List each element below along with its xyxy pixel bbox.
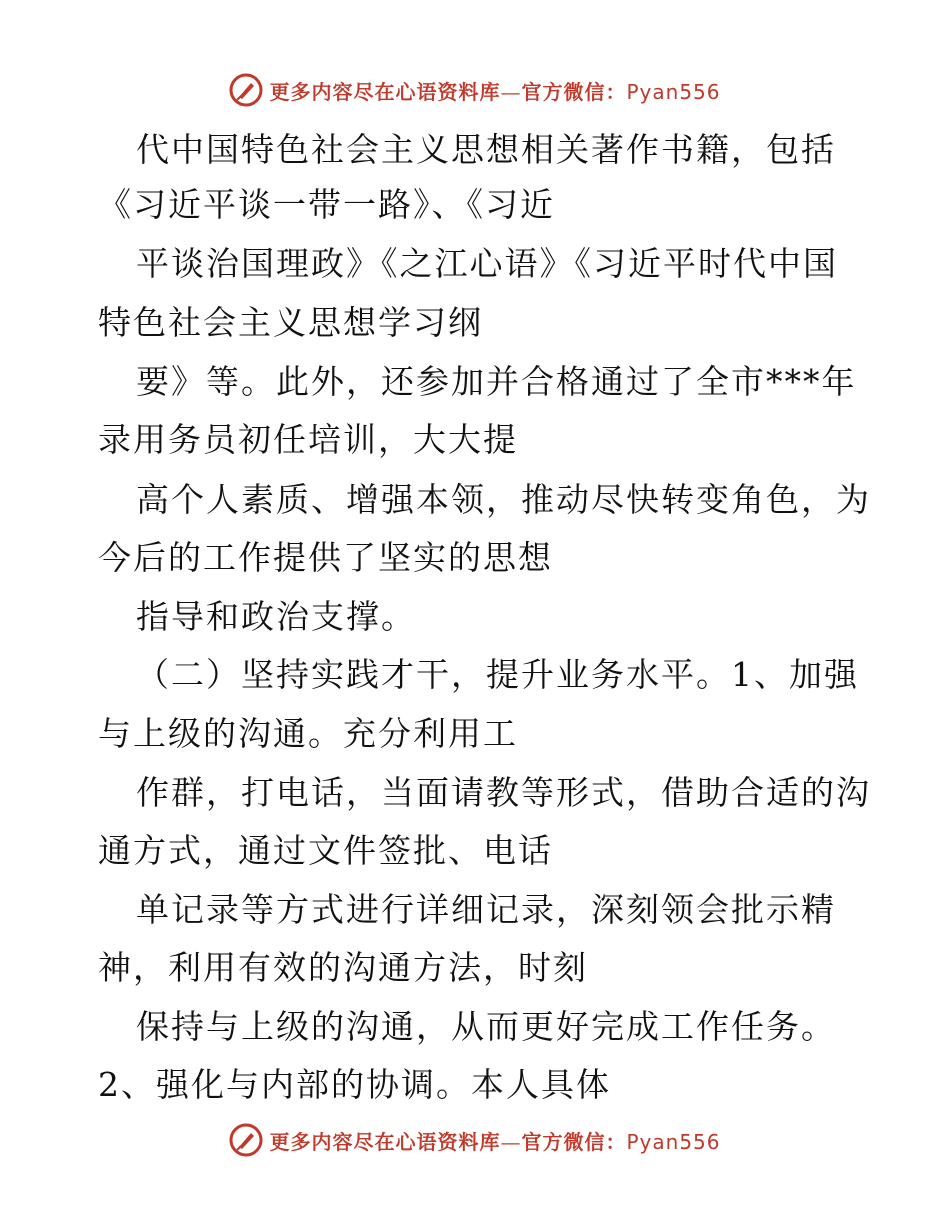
text-line: 高个人素质、增强本领，推动尽快转变角色，为 (136, 480, 871, 519)
text-line: 录用务员初任培训，大大提 (98, 420, 518, 459)
banner-site: 更多内容尽在心语资料库 (269, 79, 501, 104)
banner-separator: — (500, 1129, 522, 1154)
text-line: 保持与上级的沟通，从而更好完成工作任务。 (136, 1007, 836, 1046)
banner-account: Pyan556 (626, 79, 721, 104)
text-line: 今后的工作提供了坚实的思想 (98, 538, 553, 577)
text-line: 要》等。此外，还参加并合格通过了全市***年 (136, 362, 857, 401)
text-line: 神，利用有效的沟通方法，时刻 (98, 948, 588, 987)
text-line: 特色社会主义思想学习纲 (98, 303, 483, 342)
text-line: 平谈治国理政》《之江心语》《习近平时代中国 (136, 244, 838, 283)
text-line: 代中国特色社会主义思想相关著作书籍，包括 (136, 130, 836, 169)
quill-logo-icon (229, 1123, 263, 1157)
header-banner (0, 70, 950, 110)
quill-logo-icon (229, 73, 263, 107)
banner-account-prefix: 官方微信： (521, 79, 627, 104)
text-line: 作群，打电话，当面请教等形式，借助合适的沟 (136, 773, 871, 812)
text-line: 通方式，通过文件签批、电话 (98, 831, 553, 870)
banner-account: Pyan556 (626, 1129, 721, 1154)
text-line: 《习近平谈一带一路》、《习近 (98, 185, 555, 224)
banner-account-prefix: 官方微信： (521, 1129, 627, 1154)
text-line: 指导和政治支撑。 (136, 597, 416, 636)
banner-separator: — (500, 79, 522, 104)
footer-banner (0, 1120, 950, 1160)
banner-text (269, 76, 720, 105)
text-line: 与上级的沟通。充分利用工 (98, 714, 518, 753)
text-line: 单记录等方式进行详细记录，深刻领会批示精 (136, 890, 836, 929)
banner-site: 更多内容尽在心语资料库 (269, 1129, 501, 1154)
banner-text (269, 1126, 720, 1155)
text-line: （二）坚持实践才干，提升业务水平。1、加强 (136, 655, 859, 694)
text-line: 2、强化与内部的协调。本人具体 (98, 1065, 611, 1104)
